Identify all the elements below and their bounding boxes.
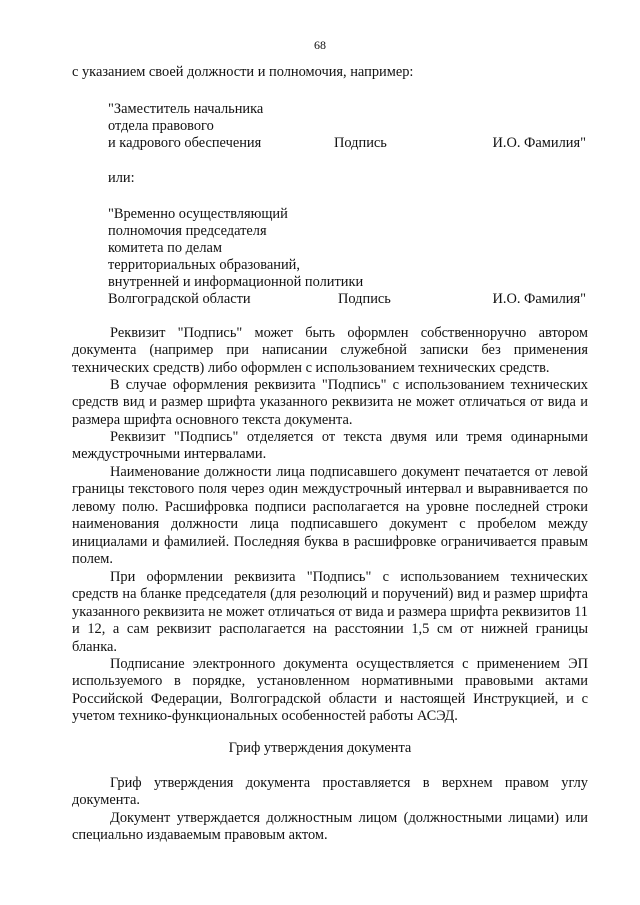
example2-position-line: полномочия председателя <box>108 223 267 239</box>
example2-position-line: внутренней и информационной политики <box>108 274 364 290</box>
example1-position-line: "Заместитель начальника <box>108 101 264 117</box>
paragraph-intervals: Реквизит "Подпись" отделяется от текста двумя или тремя одинарными междустрочными интервалами. <box>72 429 588 463</box>
example1-signature: Подпись <box>334 135 387 151</box>
or-text: или: <box>108 170 135 186</box>
example2-position-line: комитета по делам <box>108 240 222 256</box>
example2-position-line: "Временно осуществляющий <box>108 206 288 222</box>
example2-position-line: территориальных образований, <box>108 257 300 273</box>
example2-signature: Подпись <box>338 291 391 307</box>
example1-position-line: и кадрового обеспечения <box>108 135 262 151</box>
paragraph-approval-stamp: Гриф утверждения документа проставляется в верхнем правом углу документа. <box>72 775 588 809</box>
example1-name: И.О. Фамилия" <box>492 135 586 151</box>
section-heading: Гриф утверждения документа <box>228 740 412 756</box>
intro-line: с указанием своей должности и полномочия, например: <box>72 64 414 80</box>
paragraph-signature-ways: Реквизит "Подпись" может быть оформлен собственноручно автором документа (например при написании служебной записки без применения технических средств) либо оформлен с использованием технических средств. <box>72 325 588 376</box>
paragraph-position-name: Наименование должности лица подписавшего документ печатается от левой границы текстового поля через один междустрочный интервал и выравнивается по левому полю. Расшифровка подписи располагается на уровне последней строки наименования должности лица подписавшего документ с пробелом между инициалами и фамилией. Последняя буква в расшифровке ограничивается правым полем. <box>72 464 588 568</box>
example2-position-line: Волгоградской области <box>108 291 251 307</box>
page-number: 68 <box>314 38 326 52</box>
paragraph-chairman-form: При оформлении реквизита "Подпись" с использованием технических средств на бланке председателя (для резолюций и поручений) вид и размер шрифта указанного реквизита не может отличаться от вида и размера шрифта реквизитов 11 и 12, а сам реквизит располагается на расстоянии 1,5 см от нижней границы бланка. <box>72 569 588 655</box>
example2-name: И.О. Фамилия" <box>492 291 586 307</box>
paragraph-technical-means: В случае оформления реквизита "Подпись" с использованием технических средств вид и размер шрифта указанного реквизита не может отличаться от вида и размера шрифта основного текста документа. <box>72 377 588 428</box>
paragraph-electronic-signing: Подписание электронного документа осуществляется с применением ЭП используемого в порядке, установленном нормативными правовыми актами Российской Федерации, Волгоградской области и настоящей Инструкцией, и с учетом технико-функциональных особенностей работы АСЭД. <box>72 656 588 725</box>
paragraph-approval-act: Документ утверждается должностным лицом (должностными лицами) или специально издаваемым правовым актом. <box>72 810 588 844</box>
example1-position-line: отдела правового <box>108 118 214 134</box>
